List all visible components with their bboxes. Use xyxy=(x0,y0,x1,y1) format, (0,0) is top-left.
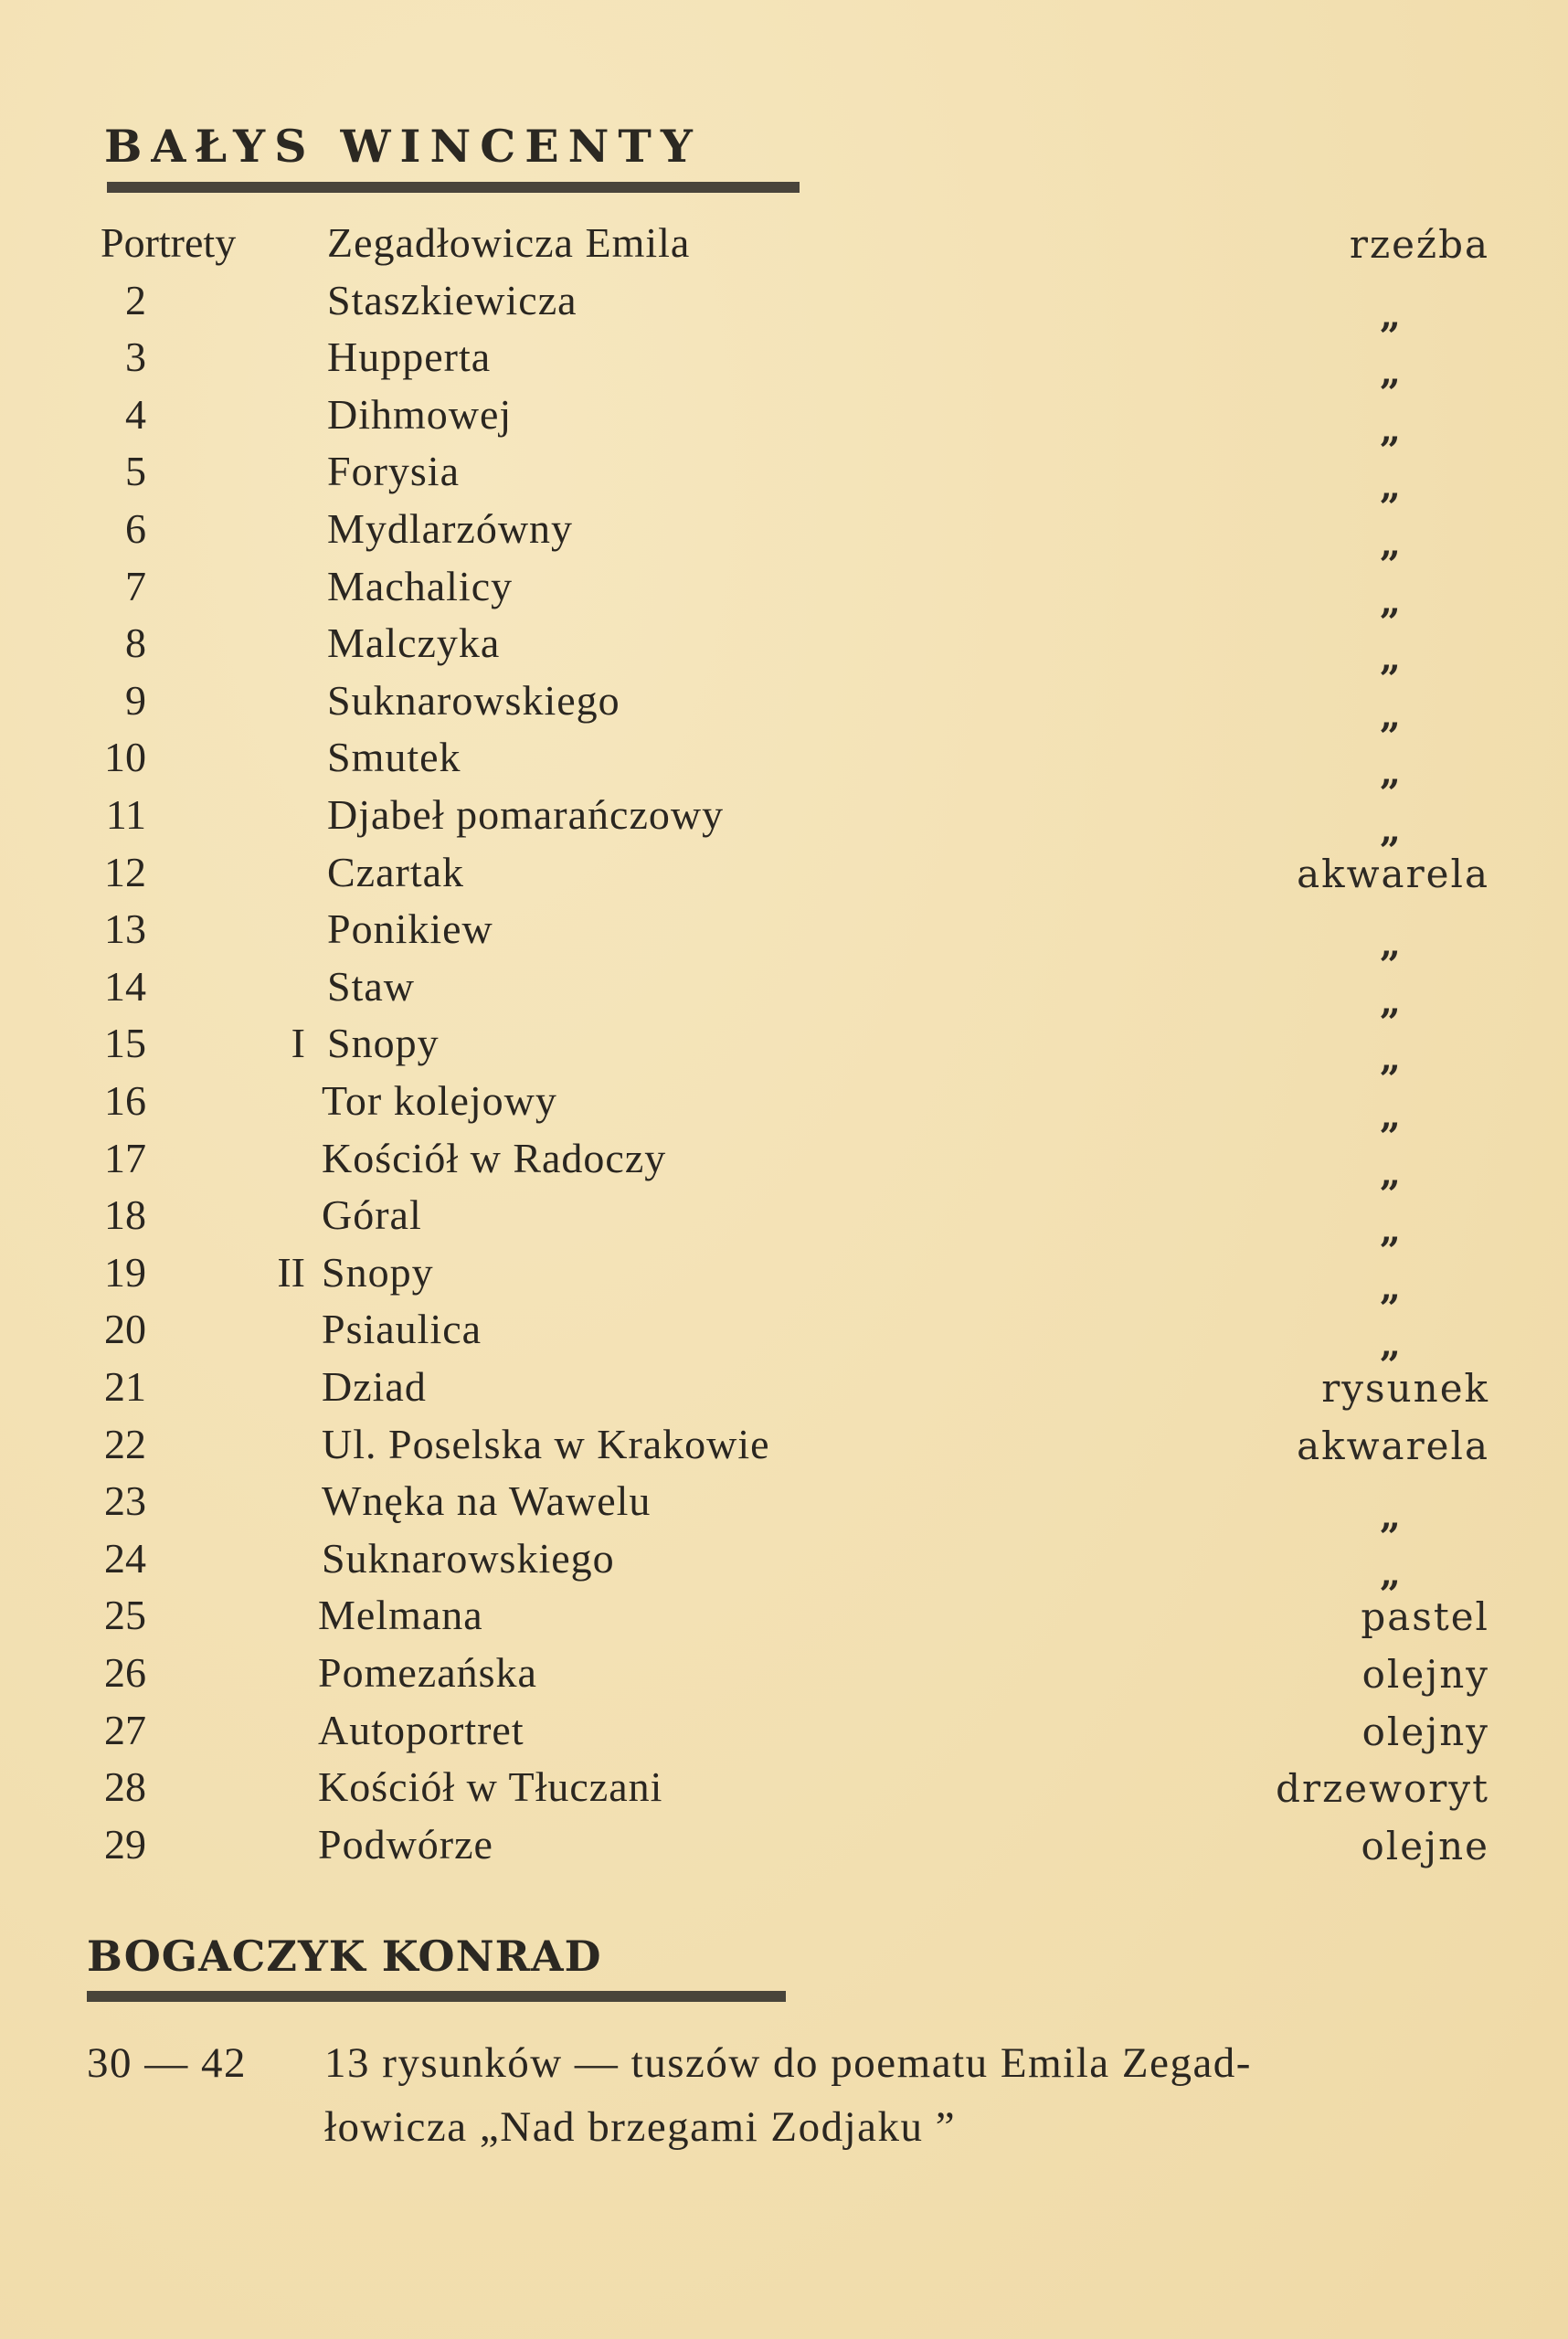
artwork-entry xyxy=(0,220,1568,277)
artwork-entry xyxy=(0,1764,1568,1821)
entry-medium: pastel xyxy=(1361,1594,1489,1640)
artwork-entry xyxy=(0,1477,1568,1539)
artwork-entry xyxy=(0,1422,1568,1478)
ditto-mark: „ xyxy=(1380,1551,1402,1595)
entry-number: 23 xyxy=(104,1477,146,1525)
artwork-entry xyxy=(0,1077,1568,1138)
entry-medium: olejne xyxy=(1361,1823,1489,1868)
entry-number: 4 xyxy=(125,390,146,438)
entry-medium: olejny xyxy=(1361,1652,1489,1697)
entry-title: Machalicy xyxy=(327,562,514,609)
entry-number: 28 xyxy=(104,1763,146,1811)
ditto-mark: „ xyxy=(1380,293,1402,337)
artwork-entry xyxy=(0,1020,1568,1081)
entry-description-line: 13 rysunków — tuszów do poematu Emila Zegad- xyxy=(324,2039,1252,2087)
ditto-mark: „ xyxy=(1380,1095,1402,1138)
entry-number: 16 xyxy=(104,1077,146,1124)
entry-title: Staszkiewicza xyxy=(327,276,577,323)
ditto-mark: „ xyxy=(1380,1323,1402,1367)
entry-title: Smutek xyxy=(327,734,461,781)
ditto-mark: „ xyxy=(1380,523,1402,566)
entry-number: 2 xyxy=(125,276,146,323)
entry-number: 15 xyxy=(104,1020,146,1067)
heading-underline xyxy=(87,1991,786,2002)
entry-title: Malczyka xyxy=(327,619,501,667)
artwork-entry xyxy=(0,448,1568,509)
entry-title: Snopy xyxy=(327,1020,440,1067)
entry-title: Góral xyxy=(322,1191,422,1239)
entry-number: 10 xyxy=(104,734,146,781)
ditto-mark: „ xyxy=(1380,637,1402,681)
ditto-mark: „ xyxy=(1380,1037,1402,1081)
entry-title: Djabeł pomarańczowy xyxy=(327,791,725,838)
entry-title: Snopy xyxy=(322,1248,434,1296)
entry-number: 19 xyxy=(104,1248,146,1296)
entry-number: 18 xyxy=(104,1191,146,1239)
artwork-entry xyxy=(0,392,1568,449)
ditto-mark: „ xyxy=(1380,465,1402,509)
entry-title: Psiaulica xyxy=(322,1306,482,1353)
artwork-entry xyxy=(0,1822,1568,1879)
artwork-entry xyxy=(0,505,1568,566)
artwork-entry xyxy=(0,850,1568,906)
entry-number: 26 xyxy=(104,1649,146,1696)
entry-title: Tor kolejowy xyxy=(322,1077,557,1124)
entry-number: 3 xyxy=(125,333,146,381)
entry-title: Suknarowskiego xyxy=(322,1534,615,1582)
artwork-entry xyxy=(0,1306,1568,1367)
entry-title: Podwórze xyxy=(318,1820,493,1868)
artwork-entry xyxy=(0,1536,1568,1593)
entry-number: 24 xyxy=(104,1534,146,1582)
artwork-entry xyxy=(0,905,1568,967)
ditto-mark: „ xyxy=(1380,751,1402,795)
entry-title: Staw xyxy=(327,962,415,1010)
entry-number: 27 xyxy=(104,1706,146,1753)
artwork-entry xyxy=(0,276,1568,337)
entry-number: 13 xyxy=(104,905,146,953)
entry-title: Zegadłowicza Emila xyxy=(327,219,691,266)
entry-number: 22 xyxy=(104,1420,146,1467)
entry-title: Ul. Poselska w Krakowie xyxy=(322,1420,770,1467)
ditto-mark: „ xyxy=(1380,1495,1402,1539)
section-label: Portrety xyxy=(101,219,237,266)
ditto-mark: „ xyxy=(1380,979,1402,1023)
artist-heading-balys: BAŁYS WINCENTY xyxy=(104,120,702,173)
entry-number: 8 xyxy=(125,619,146,667)
ditto-mark: „ xyxy=(1380,809,1402,852)
entry-description-line: łowicza „Nad brzegami Zodjaku ” xyxy=(324,2103,957,2151)
entry-number: 20 xyxy=(104,1306,146,1353)
artwork-entry xyxy=(0,678,1568,735)
entry-title: Kościół w Tłuczani xyxy=(318,1763,663,1811)
artist-heading-bogaczyk: BOGACZYK KONRAD xyxy=(87,1932,602,1981)
entry-title: Kościół w Radoczy xyxy=(322,1134,667,1181)
entry-number: 5 xyxy=(125,448,146,495)
entry-roman-numeral: I xyxy=(291,1020,305,1067)
entry-number: 12 xyxy=(104,848,146,895)
artwork-entry xyxy=(0,1250,1568,1307)
ditto-mark: „ xyxy=(1380,407,1402,451)
artwork-entry xyxy=(0,1134,1568,1195)
entry-medium: akwarela xyxy=(1297,851,1489,896)
entry-range: 30 — 42 xyxy=(87,2039,247,2087)
entry-medium: rysunek xyxy=(1321,1366,1489,1411)
entry-number: 14 xyxy=(104,962,146,1010)
ditto-mark: „ xyxy=(1380,1265,1402,1309)
entry-title: Hupperta xyxy=(327,333,492,381)
artwork-entry xyxy=(0,1593,1568,1649)
artwork-entry xyxy=(0,964,1568,1021)
entry-number: 17 xyxy=(104,1134,146,1181)
entry-roman-numeral: II xyxy=(277,1248,305,1296)
entry-title: Autoportret xyxy=(318,1706,524,1753)
ditto-mark: „ xyxy=(1380,1151,1402,1195)
entry-medium: olejny xyxy=(1361,1709,1489,1754)
ditto-mark: „ xyxy=(1380,693,1402,737)
entry-title: Dihmowej xyxy=(327,390,513,438)
artwork-entry xyxy=(0,1191,1568,1253)
entry-title: Ponikiew xyxy=(327,905,493,953)
artwork-entry xyxy=(0,562,1568,623)
entry-number: 25 xyxy=(104,1592,146,1639)
entry-title: Mydlarzówny xyxy=(327,505,574,552)
entry-medium: rzeźba xyxy=(1349,222,1489,267)
entry-number: 9 xyxy=(125,676,146,724)
entry-title: Melmana xyxy=(318,1592,483,1639)
entry-title: Dziad xyxy=(322,1363,427,1410)
entry-title: Wnęka na Wawelu xyxy=(322,1477,652,1525)
artwork-entry xyxy=(0,1650,1568,1707)
entry-number: 6 xyxy=(125,505,146,552)
ditto-mark: „ xyxy=(1380,1209,1402,1253)
artwork-entry xyxy=(0,1708,1568,1764)
ditto-mark: „ xyxy=(1380,579,1402,623)
artwork-entry xyxy=(0,333,1568,395)
entry-title: Suknarowskiego xyxy=(327,676,620,724)
entry-number: 21 xyxy=(104,1363,146,1410)
entry-number: 11 xyxy=(105,791,146,838)
entry-medium: drzeworyt xyxy=(1276,1766,1489,1812)
heading-underline xyxy=(107,182,800,193)
artwork-entry xyxy=(0,619,1568,681)
ditto-mark: „ xyxy=(1380,923,1402,967)
entry-medium: akwarela xyxy=(1297,1423,1489,1468)
entry-number: 29 xyxy=(104,1820,146,1868)
entry-title: Pomezańska xyxy=(318,1649,537,1696)
entry-number: 7 xyxy=(125,562,146,609)
artwork-entry xyxy=(0,734,1568,795)
artwork-entry xyxy=(0,1364,1568,1421)
entry-title: Czartak xyxy=(327,848,465,895)
entry-title: Forysia xyxy=(327,448,460,495)
artwork-entry xyxy=(0,791,1568,852)
ditto-mark: „ xyxy=(1380,351,1402,395)
